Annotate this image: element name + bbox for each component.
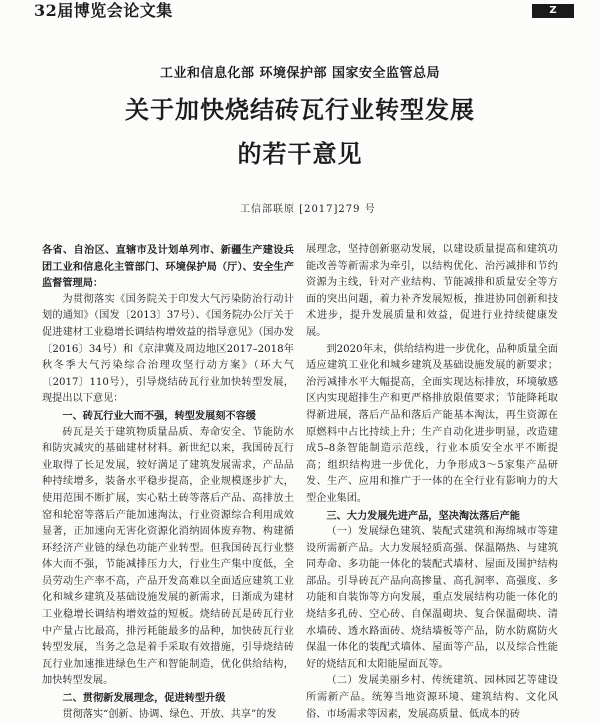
- body-paragraph: 砖瓦是关于建筑物质量品质、寿命安全、节能防水和防灾减灾的基础建材材料。新世纪以来，我国砖瓦行业取得了长足发展，较好满足了建筑发展需求，产品品种持续增多，装备水平稳步提高，企业规模逐步扩大，使用范围不断扩展，实心粘土砖等落后产品、高排放土窑和轮窑等落后产能加速淘汰，行业资源综合利用成效显著，正加速向无害化资源化消纳固体废弃物、构建循环经济产业链的绿色功能产业转型。但我国砖瓦行业整体大而不强，节能减排压力大，行业生产集中度低，全员劳动生产率不高，产品开发高难以全面适应建筑工业化和城乡建筑及基础设施发展的新需求，日渐成为建材工业稳增长调结构增效益的短板。烧结砖瓦是砖瓦行业中产量占比最高，排污耗能最多的品种，加快砖瓦行业转型发展，当务之急是着手采取有效措施，引导烧结砖瓦行业加速推进绿色生产和智能制造，优化供给结构，加快转型发展。: [42, 426, 294, 687]
- document-number: 工信部联原 [2017]279 号: [240, 204, 376, 215]
- body-paragraph: 贯彻落实“创新、协调、绿色、开放、共享”的发: [62, 708, 277, 720]
- addressee: 各省、自治区、直辖市及计划单列市、新疆生产建设兵团工业和信息化主管部门、环境保护局（厅）、安全生产监督管理局：: [42, 244, 294, 290]
- body-paragraph: （一）发展绿色建筑、装配式建筑和海绵城市等建设所需新产品。大力发展轻质高强、保温隔热、与建筑同寿命、多功能一体化的装配式墙材、屋面及围护结构部品。引导砖瓦产品向高掺量、高孔洞率、高强度、多功能和自装饰等方向发展，重点发展结构功能一体化的烧结多孔砖、空心砖、自保温砌块、复合保温砌块、清水墙砖、透水路面砖、烧结墙板等产品，防水防腐防火保温一体化的装配式墙体、屋面等产品，以及综合性能好的烧结瓦和太阳能屋面瓦等。: [306, 526, 558, 670]
- article-title-line-1: 关于加快烧结砖瓦行业转型发展: [125, 95, 475, 124]
- issuing-agencies: 工业和信息化部 环境保护部 国家安全监管总局: [159, 66, 441, 81]
- intro-paragraph: 为贯彻落实《国务院关于印发大气污染防治行动计划的通知》（国发〔2013〕37号）、《国务院办公厅关于促进建材工业稳增长调结构增效益的指导意见》（国办发〔2016〕34号）和《京津冀及周边地区2017–2018年秋冬季大气污染综合治理攻坚行动方案》（环大气〔2017〕110号），引导烧结砖瓦行业加快转型发展，现提出以下意见：: [42, 293, 294, 405]
- article-title-line-2: 的若干意见: [237, 139, 363, 168]
- page-header: [34, 0, 574, 18]
- section-heading-3: 三、大力发展先进产品，坚决淘汰落后产能: [326, 509, 520, 522]
- section-heading-1: 一、砖瓦行业大而不强，转型发展刻不容缓: [62, 409, 256, 422]
- section-heading-2: 二、贯彻新发展理念，促进转型升级: [62, 692, 226, 705]
- body-paragraph: 到2020年末，供给结构进一步优化，品种质量全面适应建筑工业化和城乡建筑及基础设施发展的新要求；治污减排水平大幅提高，全面实现达标排放，环境敏感区内实现超排生产和更严格排放限值要求；节能降耗取得新进展，落后产品和落后产能基本淘汰，再生资源在原燃料中占比持续上升；生产自动化进步明显，改造建成5–8条智能制造示范线，行业本质安全水平不断提高；组织结构进一步优化，力争形成3～5家集产品研发、生产、应用和推广于一体的在全行业有影响力的大型企业集团。: [306, 343, 558, 504]
- body-paragraph: （二）发展美丽乡村、传统建筑、园林园艺等建设所需新产品。统筹当地资源环境、建筑结构、文化风俗、市场需求等因素，发展高质量、低成本的砖: [306, 675, 558, 720]
- collection-title: 32届博览会论文集: [34, 1, 173, 20]
- publisher-logo: Z: [532, 4, 574, 18]
- right-column: [306, 242, 558, 723]
- body-paragraph-continued: 展理念，坚持创新驱动发展，以建设质量提高和建筑功能改善等新需求为牵引，以结构优化、治污减排和节约资源为主线，针对产业结构、节能减排和质量安全等方面的突出问题，着力补齐发展短板，推进协同创新和技术进步，提升发展质量和效益，促进行业持续健康发展。: [306, 244, 558, 338]
- left-column: [42, 242, 294, 723]
